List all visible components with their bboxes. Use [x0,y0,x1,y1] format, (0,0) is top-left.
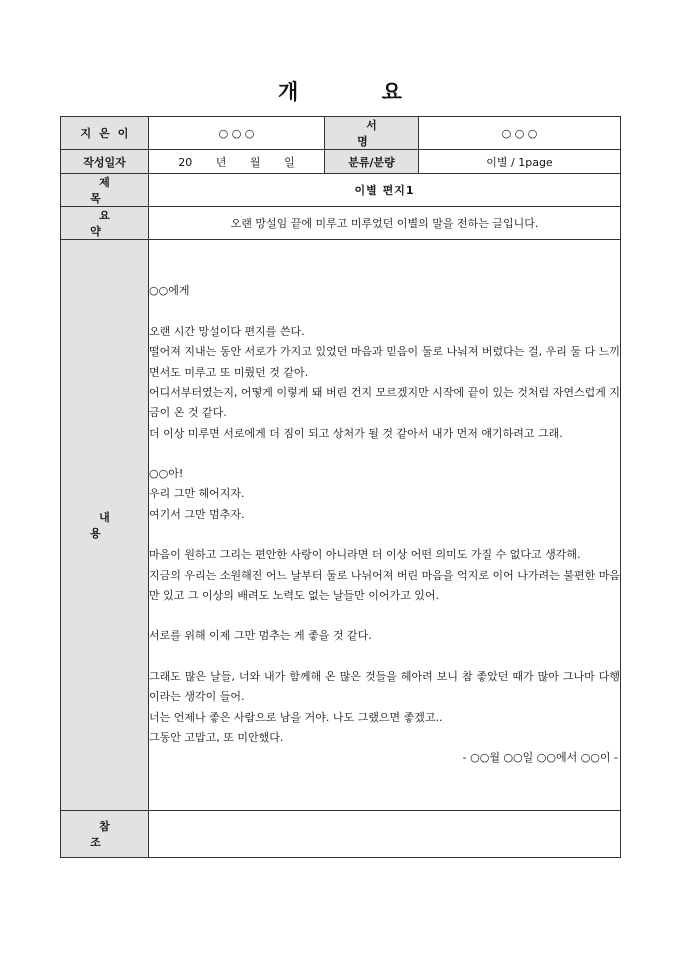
letter-line: 오랜 시간 망설이다 편지를 쓴다. [149,325,305,339]
letter-line: 여기서 그만 멈추자. [149,507,245,521]
signature-value: ○ ○ ○ [419,117,621,150]
letter-line: 떨어져 지내는 동안 서로가 가지고 있었던 마음과 믿음이 둘로 나눠져 버렸다는 걸, 우리 둘 다 느끼면서도 미루고 또 미뤘던 것 같아. [149,345,620,379]
date-year-unit: 년 [215,155,227,169]
letter-line: 그래도 많은 날들, 너와 내가 함께해 온 많은 것들을 헤아려 보니 참 좋았던 때가 많아 그나마 다행이라는 생각이 들어. [149,670,620,704]
summary-value: 오랜 망설임 끝에 미루고 미루었던 이별의 말을 전하는 글입니다. [149,207,621,240]
row-author [61,117,621,150]
category-label: 분류/분량 [325,150,419,174]
row-reference [61,811,621,858]
letter-line: 어디서부터였는지, 어떻게 이렇게 돼 버린 건지 모르겠지만 시작에 끝이 있는 것처럼 자연스럽게 지금이 온 것 같다. [149,385,620,420]
page-title: 개 요 [278,79,440,104]
letter-line: 서로를 위해 이제 그만 멈추는 게 좋을 것 같다. [149,629,372,643]
letter-signoff: - ○○월 ○○일 ○○에서 ○○이 - [462,751,618,765]
content-label: 내 용 [61,240,149,811]
letter-line: 우리 그만 헤어지자. [149,487,245,501]
reference-label: 참 조 [61,811,149,858]
author-label: 지은이 [61,117,149,150]
letter-line: 지금의 우리는 소원해진 어느 날부터 둘로 나뉘어져 버린 마음을 억지로 이어 나가려는 불편한 마음만 있고 그 이상의 배려도 노력도 없는 날들만 이어가고 있어. [149,568,620,602]
row-summary [61,207,621,240]
date-label: 작성일자 [61,150,149,174]
subject-label: 제 목 [61,174,149,207]
letter-line: 너는 언제나 좋은 사람으로 남을 거야. 나도 그랬으면 좋겠고.. [149,710,443,724]
row-content [61,240,621,811]
letter-greeting: ○○에게 [149,284,190,298]
date-value [149,150,325,174]
letter-line: 마음이 원하고 그리는 편안한 사랑이 아니라면 더 이상 어떤 의미도 가질 수 없다고 생각해. [149,548,581,562]
letter-line: 그동안 고맙고, 또 미안했다. [149,730,284,744]
summary-label: 요 약 [61,207,149,240]
date-month-unit: 월 [249,155,261,169]
author-value: ○ ○ ○ [149,117,325,150]
letter-body [149,240,621,811]
date-day-unit: 일 [284,155,295,169]
summary-form [60,116,621,858]
letter-line: 더 이상 미루면 서로에게 더 짐이 되고 상처가 될 것 같아서 내가 먼저 얘기하려고 그래. [149,426,563,440]
subject-value: 이별 편지1 [149,174,621,207]
date-year: 20 [178,155,193,169]
row-date [61,150,621,174]
category-value: 이별 / 1page [419,150,621,174]
reference-value [149,811,621,858]
signature-label: 서 명 [325,117,419,150]
row-subject [61,174,621,207]
letter-line: ○○아! [149,467,184,481]
